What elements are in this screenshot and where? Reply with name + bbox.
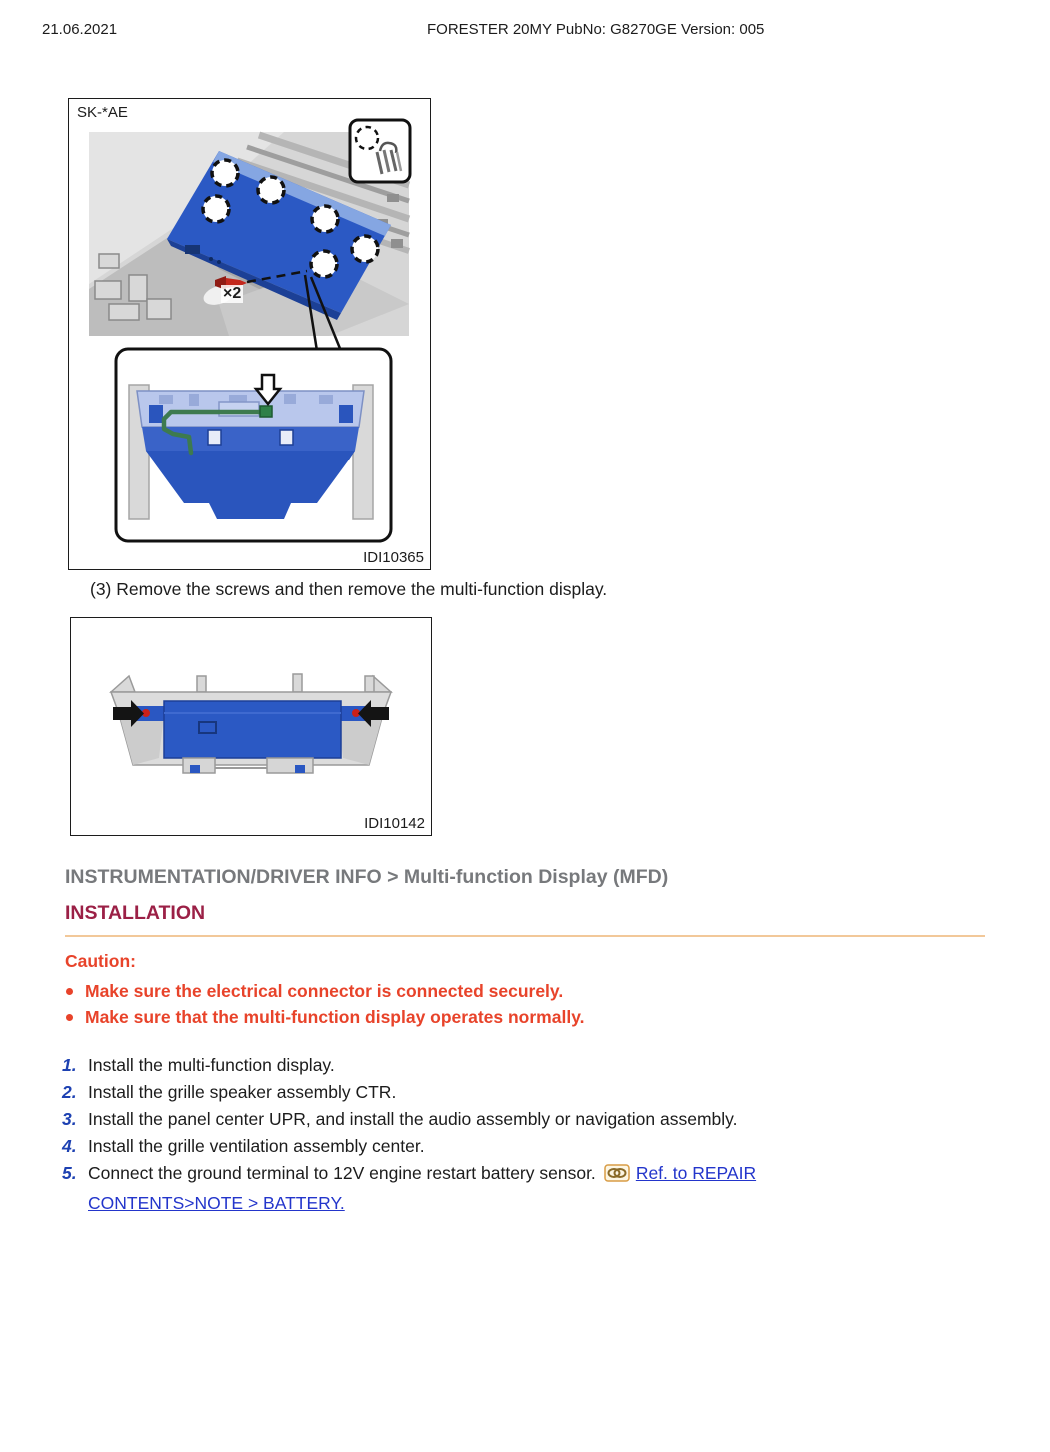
caution-item	[65, 978, 585, 1004]
step-item	[62, 1106, 962, 1133]
figure1-id: IDI10365	[363, 549, 424, 566]
figure-mfd-screw-removal	[68, 98, 431, 570]
step-text: Install the multi-function display.	[88, 1055, 335, 1075]
section-divider	[65, 935, 985, 937]
caution-text: Make sure that the multi-function display operates normally.	[85, 1007, 585, 1027]
step-caption: (3) Remove the screws and then remove the multi-function display.	[90, 579, 608, 599]
reference-link-line2[interactable]: CONTENTS>NOTE > BATTERY.	[88, 1193, 345, 1213]
step-text	[88, 1160, 962, 1217]
step-number: 4.	[62, 1136, 77, 1156]
figure1-variant-label: SK-*AE	[77, 104, 128, 121]
reference-link-line1[interactable]: Ref. to REPAIR	[635, 1163, 757, 1183]
installation-steps	[62, 1052, 962, 1217]
figure2-id: IDI10142	[364, 815, 425, 832]
step-item	[62, 1052, 962, 1079]
breadcrumb: INSTRUMENTATION/DRIVER INFO > Multi-function Display (MFD)	[65, 866, 669, 888]
clip-detail-inset	[350, 120, 410, 182]
step-item	[62, 1133, 962, 1160]
figure-mfd-unit	[70, 617, 432, 836]
step-text: Install the grille ventilation assembly center.	[88, 1136, 425, 1156]
caution-item	[65, 1004, 585, 1030]
display-unit-illustration	[111, 674, 391, 773]
caution-label: Caution:	[65, 951, 136, 971]
mfd-rear-view-inset	[116, 349, 391, 541]
figure2-illustration	[71, 618, 431, 835]
bullet-dot-icon	[66, 1014, 73, 1021]
step-number: 5.	[62, 1163, 77, 1183]
chain-link-icon[interactable]	[604, 1163, 630, 1190]
step-text: Install the panel center UPR, and install the audio assembly or navigation assembly.	[88, 1109, 738, 1129]
step-number: 2.	[62, 1082, 77, 1102]
header-date: 21.06.2021	[42, 21, 118, 38]
step-number: 1.	[62, 1055, 77, 1075]
step-text-body: Connect the ground terminal to 12V engine restart battery sensor.	[88, 1163, 596, 1183]
section-heading-installation: INSTALLATION	[65, 902, 206, 924]
caution-list	[65, 978, 585, 1030]
step-item	[62, 1160, 962, 1217]
screw-quantity-label: ×2	[223, 285, 242, 302]
caution-text: Make sure the electrical connector is connected securely.	[85, 981, 564, 1001]
header-doc-title: FORESTER 20MY PubNo: G8270GE Version: 005	[427, 21, 765, 38]
step-text: Install the grille speaker assembly CTR.	[88, 1082, 397, 1102]
step-number: 3.	[62, 1109, 77, 1129]
figure1-illustration	[69, 99, 430, 569]
bullet-dot-icon	[66, 988, 73, 995]
cable-connector	[260, 406, 272, 417]
step-item	[62, 1079, 962, 1106]
